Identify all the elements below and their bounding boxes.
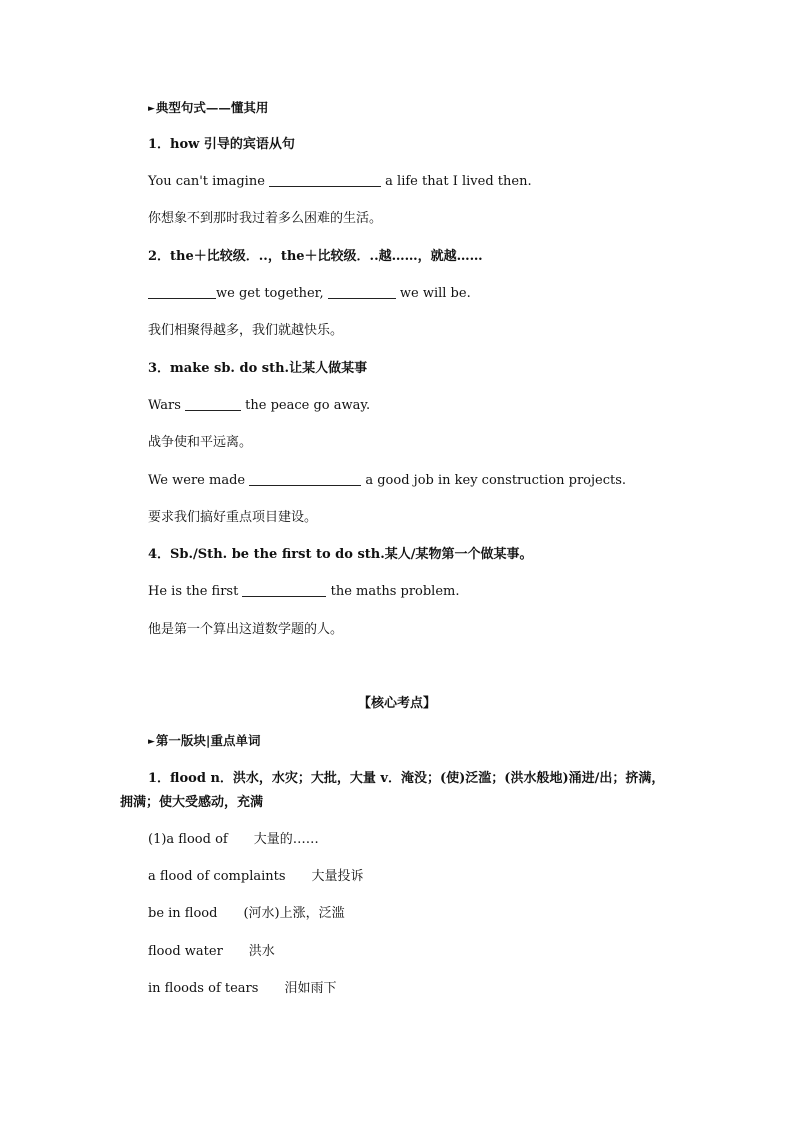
item-4-heading: 4．Sb./Sth. be the first to do sth.某人/某物第一个做某事。 xyxy=(148,547,533,562)
fill-blank xyxy=(249,472,361,486)
phrase-row: a flood of complaints 大量投诉 xyxy=(148,869,364,884)
fill-blank xyxy=(269,173,381,187)
fill-blank xyxy=(328,285,396,299)
triangle-bullet-icon: ► xyxy=(148,737,155,747)
item-1-heading: 1．how 引导的宾语从句 xyxy=(148,137,295,152)
item-3-english-1: Wars the peace go away. xyxy=(148,398,371,413)
item-2-heading: 2．the＋比较级．..，the＋比较级．..越……，就越…… xyxy=(148,249,483,264)
item-3-chinese-1: 战争使和平远离。 xyxy=(148,435,253,450)
fill-blank xyxy=(242,583,326,597)
item-3-english-2: We were made a good job in key construction projects. xyxy=(148,473,627,488)
phrase-row: flood water 洪水 xyxy=(148,944,275,959)
item-3-chinese-2: 要求我们搞好重点项目建设。 xyxy=(148,510,318,525)
phrase-row: be in flood (河水)上涨，泛滥 xyxy=(148,906,345,921)
block-1-title: ►第一版块|重点单词 xyxy=(148,733,261,748)
phrase-row: (1)a flood of 大量的…… xyxy=(148,832,319,847)
section-title-typical-patterns: ►典型句式——懂其用 xyxy=(148,100,269,115)
fill-blank xyxy=(185,397,241,411)
triangle-bullet-icon: ► xyxy=(148,104,155,114)
item-2-chinese: 我们相聚得越多，我们就越快乐。 xyxy=(148,323,344,338)
fill-blank xyxy=(148,285,216,299)
flood-entry-line-1: 1．flood n．洪水，水灾；大批，大量 v．淹没；(使)泛滥；(洪水般地)涌进/出；挤满， xyxy=(148,771,665,786)
item-3-heading: 3．make sb. do sth.让某人做某事 xyxy=(148,361,368,376)
item-4-chinese: 他是第一个算出这道数学题的人。 xyxy=(148,622,344,637)
core-points-heading: 【核心考点】 xyxy=(357,696,436,711)
item-1-chinese: 你想象不到那时我过着多么困难的生活。 xyxy=(148,211,383,226)
item-2-english: we get together, we will be. xyxy=(148,285,471,303)
phrase-row: in floods of tears 泪如雨下 xyxy=(148,981,337,996)
item-4-english: He is the first the maths problem. xyxy=(148,584,460,599)
item-1-english: You can't imagine a life that I lived then. xyxy=(148,174,532,189)
flood-entry-line-2: 拥满；使大受感动，充满 xyxy=(120,795,264,810)
